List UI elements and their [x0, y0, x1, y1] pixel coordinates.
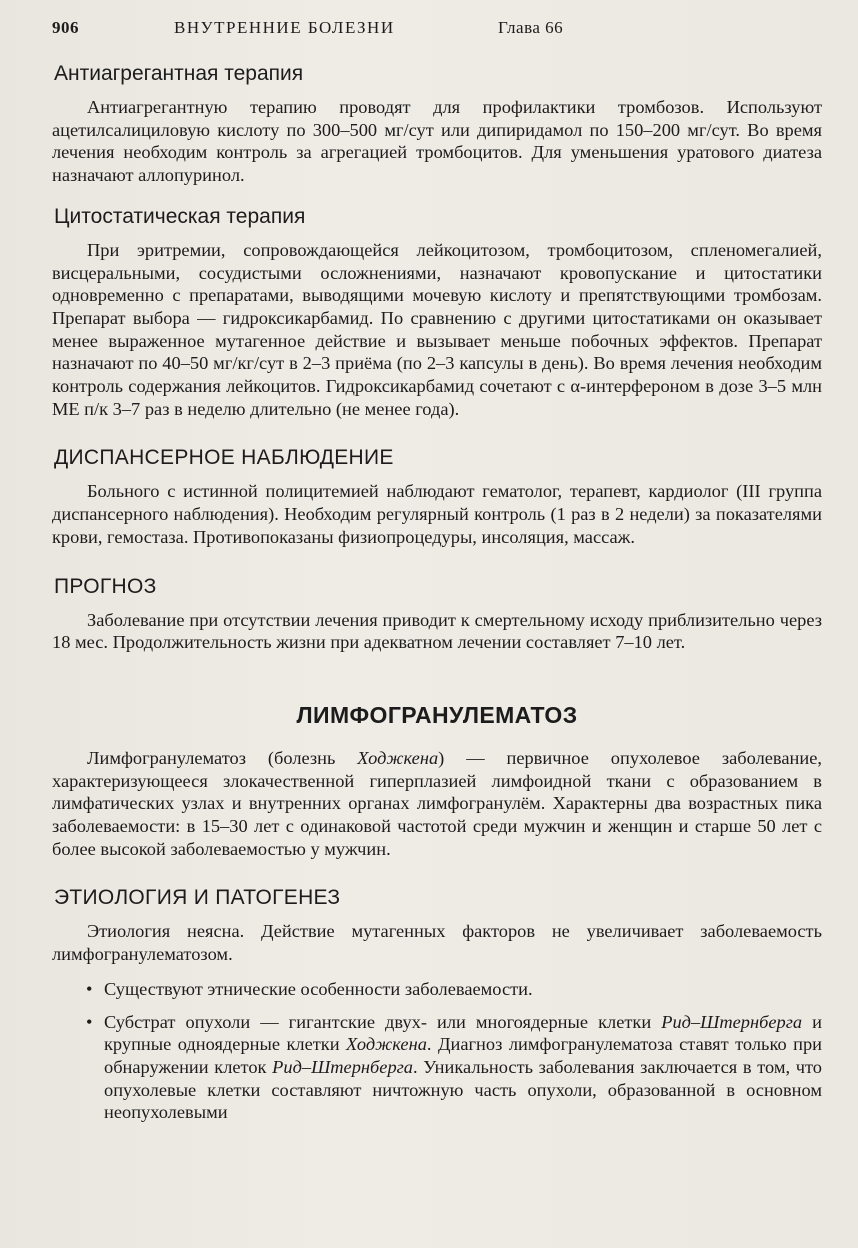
paragraph: Больного с истинной полицитемией наблюдают гематолог, терапевт, кардиолог (III группа диспансерного наблюдения). Необходим регулярный контроль (1 раз в 2 недели) за показателями крови, гемостаза. Противопоказаны физиопроцедуры, инсоляция, массаж.: [52, 481, 822, 547]
paragraph: При эритремии, сопровождающейся лейкоцитозом, тромбоцитозом, спленомегалией, висцеральными, сосудистыми осложнениями, назначают кровопускание и цитостатики одновременно с препаратами, выводящими мочевую кислоту и препятствующими тромбозам. Препарат выбора — гидроксикарбамид. По сравнению с другими цитостатиками он оказывает менее выраженное мутагенное действие и вызывает меньше побочных эффектов. Препарат назначают по 40–50 мг/кг/сут в 2–3 приёма (по 2–3 капсулы в день). Во время лечения необходим контроль содержания лейкоцитов. Гидроксикарбамид сочетают с α-интерфероном в дозе 3–5 млн МЕ п/к 3–7 раз в неделю длительно (не менее года).: [52, 239, 822, 419]
subsection-title: Цитостатическая терапия: [54, 204, 306, 228]
section-cytostatic: [52, 205, 822, 421]
paragraph: Антиагрегантную терапию проводят для профилактики тромбозов. Используют ацетилсалициловую кислоту по 300–500 мг/сут или дипиридамол по 150–200 мг/сут. Во время лечения необходим контроль за агрегацией тромбоцитов. Для уменьшения уратового диатеза назначают аллопуринол.: [52, 97, 822, 186]
section-dispensary: [52, 446, 822, 548]
text-run: и крупные одноядерные клетки: [104, 1011, 822, 1055]
text-run: . Диагноз лимфогранулематоза ставят только при обнаружении клеток: [104, 1034, 822, 1077]
text-run: Субстрат опухоли — гигантские двух- или многоядерные клетки: [104, 1011, 662, 1032]
section-title: ЭТИОЛОГИЯ И ПАТОГЕНЕЗ: [54, 886, 341, 910]
page-content: [52, 62, 822, 1142]
section-antiaggregant: [52, 62, 822, 187]
chapter-lymphogranulomatosis: [52, 702, 822, 861]
italic-term: Рид–Штернберга: [272, 1056, 414, 1077]
list-item: [52, 1011, 822, 1125]
section-title: ДИСПАНСЕРНОЕ НАБЛЮДЕНИЕ: [54, 446, 394, 470]
bullet-marker: •: [86, 978, 93, 999]
italic-term: Рид–Штернберга: [661, 1011, 803, 1032]
italic-term: Ходжкена: [357, 747, 439, 768]
book-title: ВНУТРЕННИЕ БОЛЕЗНИ: [174, 18, 395, 37]
paragraph: Этиология неясна. Действие мутагенных факторов не увеличивает заболеваемость лимфогранулематозом.: [52, 921, 822, 965]
page-number: 906: [52, 18, 79, 37]
italic-term: Ходжкена: [346, 1034, 427, 1055]
subsection-title: Антиагрегантная терапия: [54, 62, 304, 85]
section-title: ПРОГНОЗ: [54, 574, 157, 598]
paragraph: [52, 747, 822, 861]
text-run: Существуют этнические особенности заболеваемости.: [104, 978, 533, 999]
text-run: . Уникальность заболевания заключается в том, что опухолевые клетки составляют ничтожную часть опухоли, образованной в основном неопухолевыми: [104, 1056, 822, 1123]
bullet-marker: •: [86, 1011, 93, 1032]
list-item: [52, 978, 822, 1001]
paragraph: Заболевание при отсутствии лечения приводит к смертельному исходу приблизительно через 18 мес. Продолжительность жизни при адекватном лечении составляет 7–10 лет.: [52, 609, 822, 653]
text-run: Лимфогранулематоз (болезнь: [87, 747, 358, 768]
section-etiology: [52, 886, 822, 1124]
chapter-label: Глава 66: [498, 18, 564, 37]
bullet-list: [52, 978, 822, 1124]
section-prognosis: [52, 575, 822, 654]
text-run: ) — первичное опухолевое заболевание, характеризующееся злокачественной гиперплазией лимфоидной ткани с образованием в лимфатических узлах и внутренних органах лимфогранулём. Характерны два возрастных пика заболеваемости: в 15–30 лет с одинаковой частотой среди мужчин и женщин и старше 50 лет с более высокой заболеваемостью у мужчин.: [52, 747, 822, 859]
running-header: [52, 14, 842, 44]
chapter-title: ЛИМФОГРАНУЛЕМАТОЗ: [296, 701, 578, 728]
